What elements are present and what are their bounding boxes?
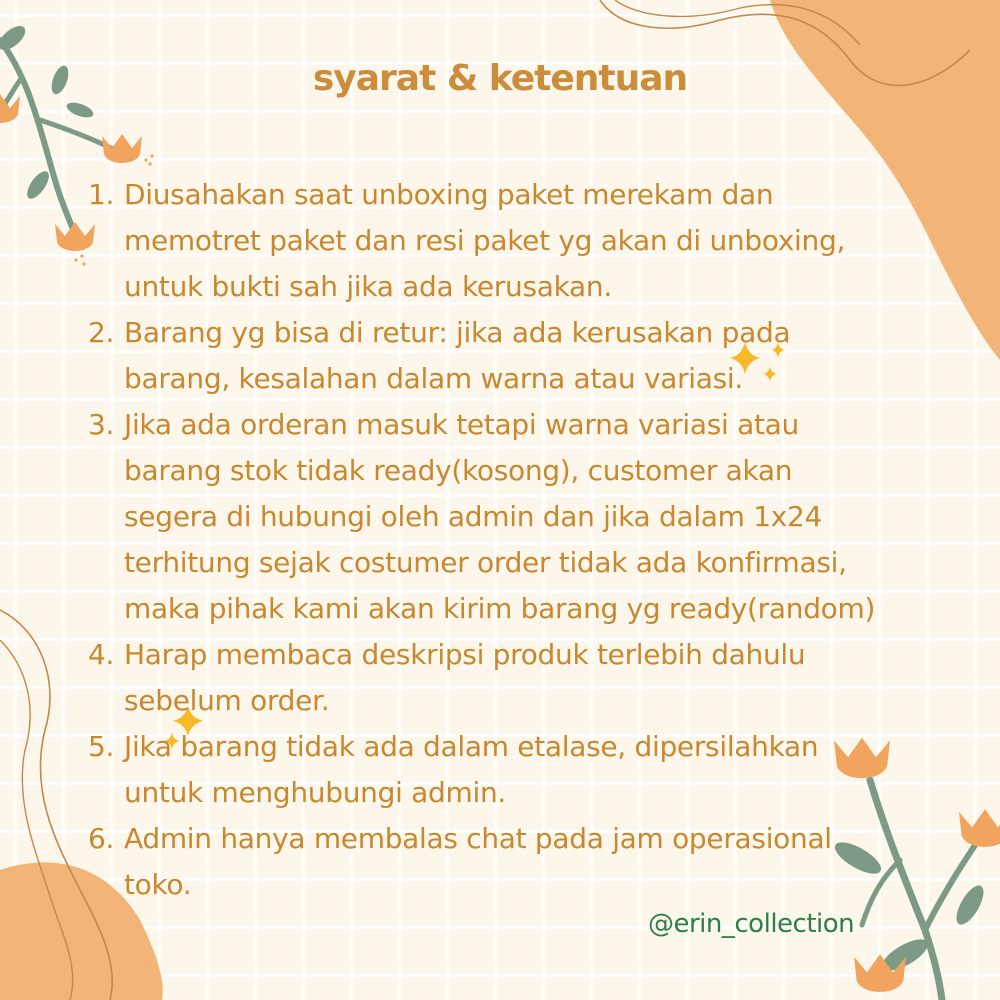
- term-text: Harap membaca deskripsi produk terlebih dahulu sebelum order.: [124, 638, 806, 717]
- term-number: 3.: [88, 408, 115, 441]
- term-item: [88, 310, 968, 402]
- term-number: 5.: [88, 730, 115, 763]
- flower-icon: [102, 134, 142, 163]
- term-text: Diusahakan saat unboxing paket merekam dan memotret paket dan resi paket yg akan di unboxing, untuk bukti sah jika ada kerusakan.: [124, 178, 846, 303]
- term-text: Admin hanya membalas chat pada jam operasional toko.: [124, 822, 832, 901]
- term-number: 2.: [88, 316, 115, 349]
- page-title: syarat & ketentuan: [312, 58, 688, 99]
- term-item: [88, 402, 968, 632]
- term-item: [88, 632, 968, 724]
- leaf-icon: [0, 22, 29, 55]
- term-text: Jika barang tidak ada dalam etalase, dipersilahkan untuk menghubungi admin.: [124, 730, 819, 809]
- leaf-icon: [23, 168, 53, 202]
- term-item: [88, 816, 968, 908]
- terms-list: [88, 172, 968, 908]
- term-number: 1.: [88, 178, 115, 211]
- term-item: [88, 724, 968, 816]
- term-text: Jika ada orderan masuk tetapi warna variasi atau barang stok tidak ready(kosong), customer akan segera di hubungi oleh admin dan jika dalam 1x24 terhitung sejak costumer order tidak ada konfirmasi, maka pihak kami akan kirim barang yg ready(random): [124, 408, 876, 625]
- term-text: Barang yg bisa di retur: jika ada kerusakan pada barang, kesalahan dalam warna atau variasi.: [124, 316, 791, 395]
- term-number: 4.: [88, 638, 115, 671]
- term-item: [88, 172, 968, 310]
- leaf-icon: [65, 100, 95, 121]
- term-number: 6.: [88, 822, 115, 855]
- instagram-handle: @erin_collection: [648, 909, 855, 939]
